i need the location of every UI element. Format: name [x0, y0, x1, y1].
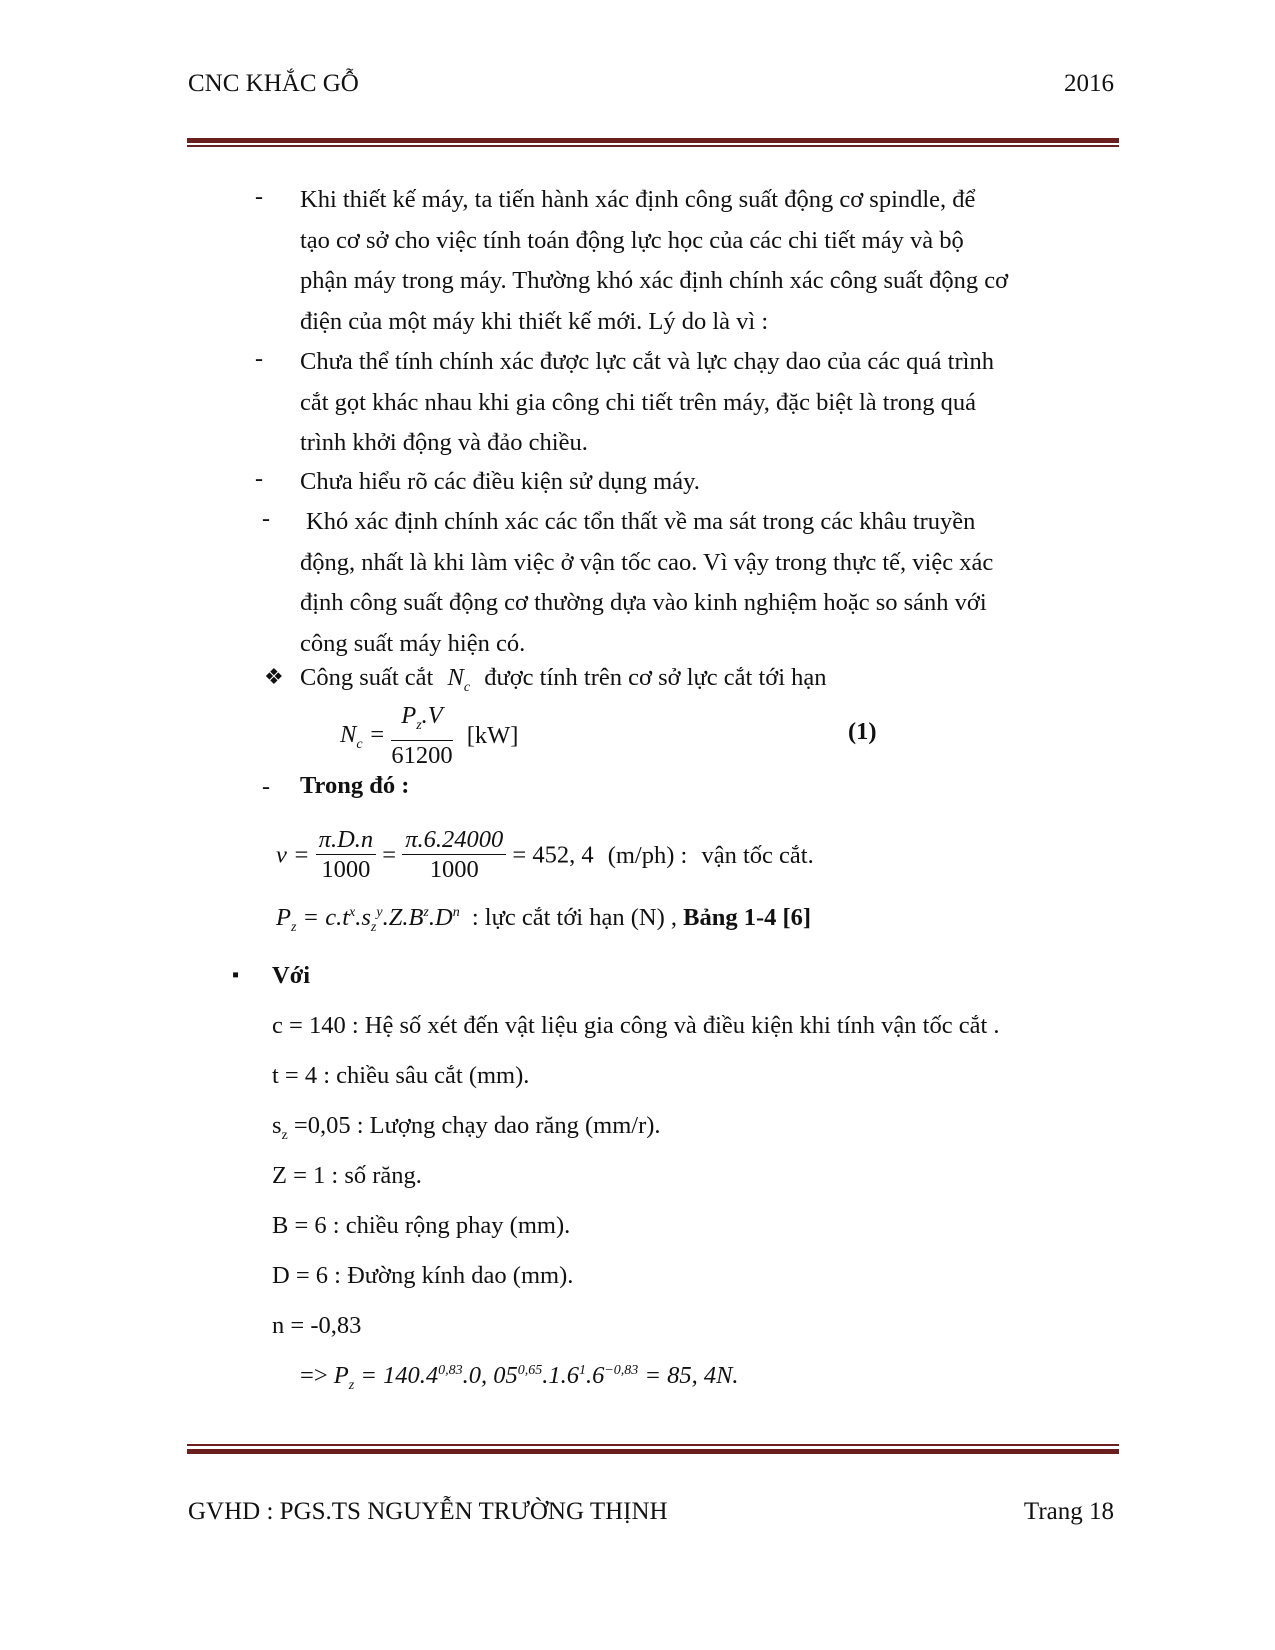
footer-page: Trang 18 [1023, 1498, 1114, 1525]
eq-numerator: $P_z.V$ [391, 702, 452, 741]
force-desc: : lực cắt tới hạn (N) , [471, 904, 677, 931]
equation-1 [340, 702, 518, 771]
param-n: n = -0,83 [272, 1312, 362, 1339]
v-unit: (m/ph) : [607, 841, 688, 869]
v-frac2-den: 1000 [429, 856, 479, 883]
dash-bullet: - [262, 506, 270, 532]
dash-bullet: - [255, 184, 263, 210]
param-sz: $s_z =0,05$ : Lượng chạy dao răng (mm/r). [272, 1112, 661, 1143]
footer-advisor: GVHD : PGS.TS NGUYỄN TRƯỜNG THỊNH [188, 1498, 668, 1525]
text-line: Khi thiết kế máy, ta tiến hành xác định công suất động cơ spindle, để [300, 186, 976, 213]
header-rule-thin [187, 145, 1119, 147]
param-z: Z = 1 : số răng. [272, 1162, 422, 1189]
v-frac2-num: π.6.24000 [402, 826, 506, 855]
dash-bullet: - [255, 346, 263, 372]
nc-symbol: N [447, 664, 464, 691]
power-intro-after: được tính trên cơ sở lực cắt tới hạn [484, 664, 827, 691]
paragraph-3 [300, 462, 1120, 503]
eq-fraction [391, 702, 452, 771]
paragraph-4 [300, 502, 1120, 664]
text-line: Chưa thể tính chính xác được lực cắt và lực chạy dao của các quá trình [300, 348, 994, 375]
dash-bullet: - [262, 774, 270, 800]
v-desc: vận tốc cắt. [701, 841, 814, 869]
footer-rule-thin [187, 1444, 1119, 1446]
v-fraction-1 [316, 826, 376, 885]
force-expression: $P_z = c.t^x.s_z^y.Z.B^z.D^n$ [276, 904, 460, 935]
result-prefix: => [300, 1362, 328, 1389]
text-line: động, nhất là khi làm việc ở vận tốc cao. Vì vậy trong thực tế, việc xác [300, 548, 994, 576]
eq-denominator: 61200 [391, 741, 453, 769]
voi-label: Với [272, 962, 311, 989]
param-c: c = 140 : Hệ số xét đến vật liệu gia công và điều kiện khi tính vận tốc cắt . [272, 1012, 1000, 1039]
param-b: B = 6 : chiều rộng phay (mm). [272, 1212, 571, 1239]
eq-lhs: $N_c$ = [340, 720, 386, 752]
v-lhs: v = [276, 841, 310, 869]
text-line: trình khởi động và đảo chiều. [300, 429, 588, 456]
eq-unit: [kW] [466, 722, 519, 750]
velocity-equation: v = $\frac{\pi.D.n}{1000}$ = $\frac{\pi.6.24000}{1000}$ = 452, 4 (m/ph) : vận tốc cắt. [276, 826, 814, 883]
nc-sub: c [463, 679, 471, 695]
trong-do-label: Trong đó : [300, 772, 410, 799]
v-result: = 452, 4 [512, 841, 594, 869]
text-line: Chưa hiểu rõ các điều kiện sử dụng máy. [300, 468, 700, 495]
text-line: phận máy trong máy. Thường khó xác định chính xác công suất động cơ [300, 267, 1009, 294]
power-intro-before: Công suất cắt [300, 664, 434, 691]
power-intro [300, 664, 827, 696]
text-line: Khó xác định chính xác các tổn thất về ma sát trong các khâu truyền [306, 508, 976, 535]
paragraph-1 [300, 180, 1120, 342]
header-title: CNC KHẮC GỖ [188, 70, 359, 97]
param-d: D = 6 : Đường kính dao (mm). [272, 1262, 574, 1289]
text-line: định công suất động cơ thường dựa vào kinh nghiệm hoặc so sánh với [300, 589, 987, 616]
footer-rule [187, 1449, 1119, 1454]
text-line: công suất máy hiện có. [300, 629, 526, 657]
diamond-bullet: ❖ [264, 664, 284, 689]
text-line: cắt gọt khác nhau khi gia công chi tiết trên máy, đặc biệt là trong quá [300, 388, 977, 416]
result-expression: $P_z = 140.4^{0,83}.0$, $05^{0,65}.1.6^1.6^{-0,83} = 85$, 4N. [333, 1362, 739, 1393]
dash-bullet: - [255, 466, 263, 492]
force-formula [276, 904, 811, 936]
paragraph-2 [300, 342, 1120, 464]
force-result [300, 1362, 739, 1394]
v-frac1-num: π.D.n [316, 826, 376, 855]
v-frac1-den: 1000 [321, 856, 371, 883]
equation-number: (1) [848, 718, 877, 745]
force-ref: Bảng 1-4 [6] [683, 904, 812, 931]
text-line: tạo cơ sở cho việc tính toán động lực học của các chi tiết máy và bộ [300, 226, 964, 254]
header-year: 2016 [1064, 70, 1114, 97]
square-bullet: ▪ [232, 964, 240, 986]
text-line: điện của một máy khi thiết kế mới. Lý do là vì : [300, 307, 769, 335]
v-fraction-2 [402, 826, 506, 885]
header-rule [187, 138, 1119, 143]
param-t: t = 4 : chiều sâu cắt (mm). [272, 1062, 530, 1089]
